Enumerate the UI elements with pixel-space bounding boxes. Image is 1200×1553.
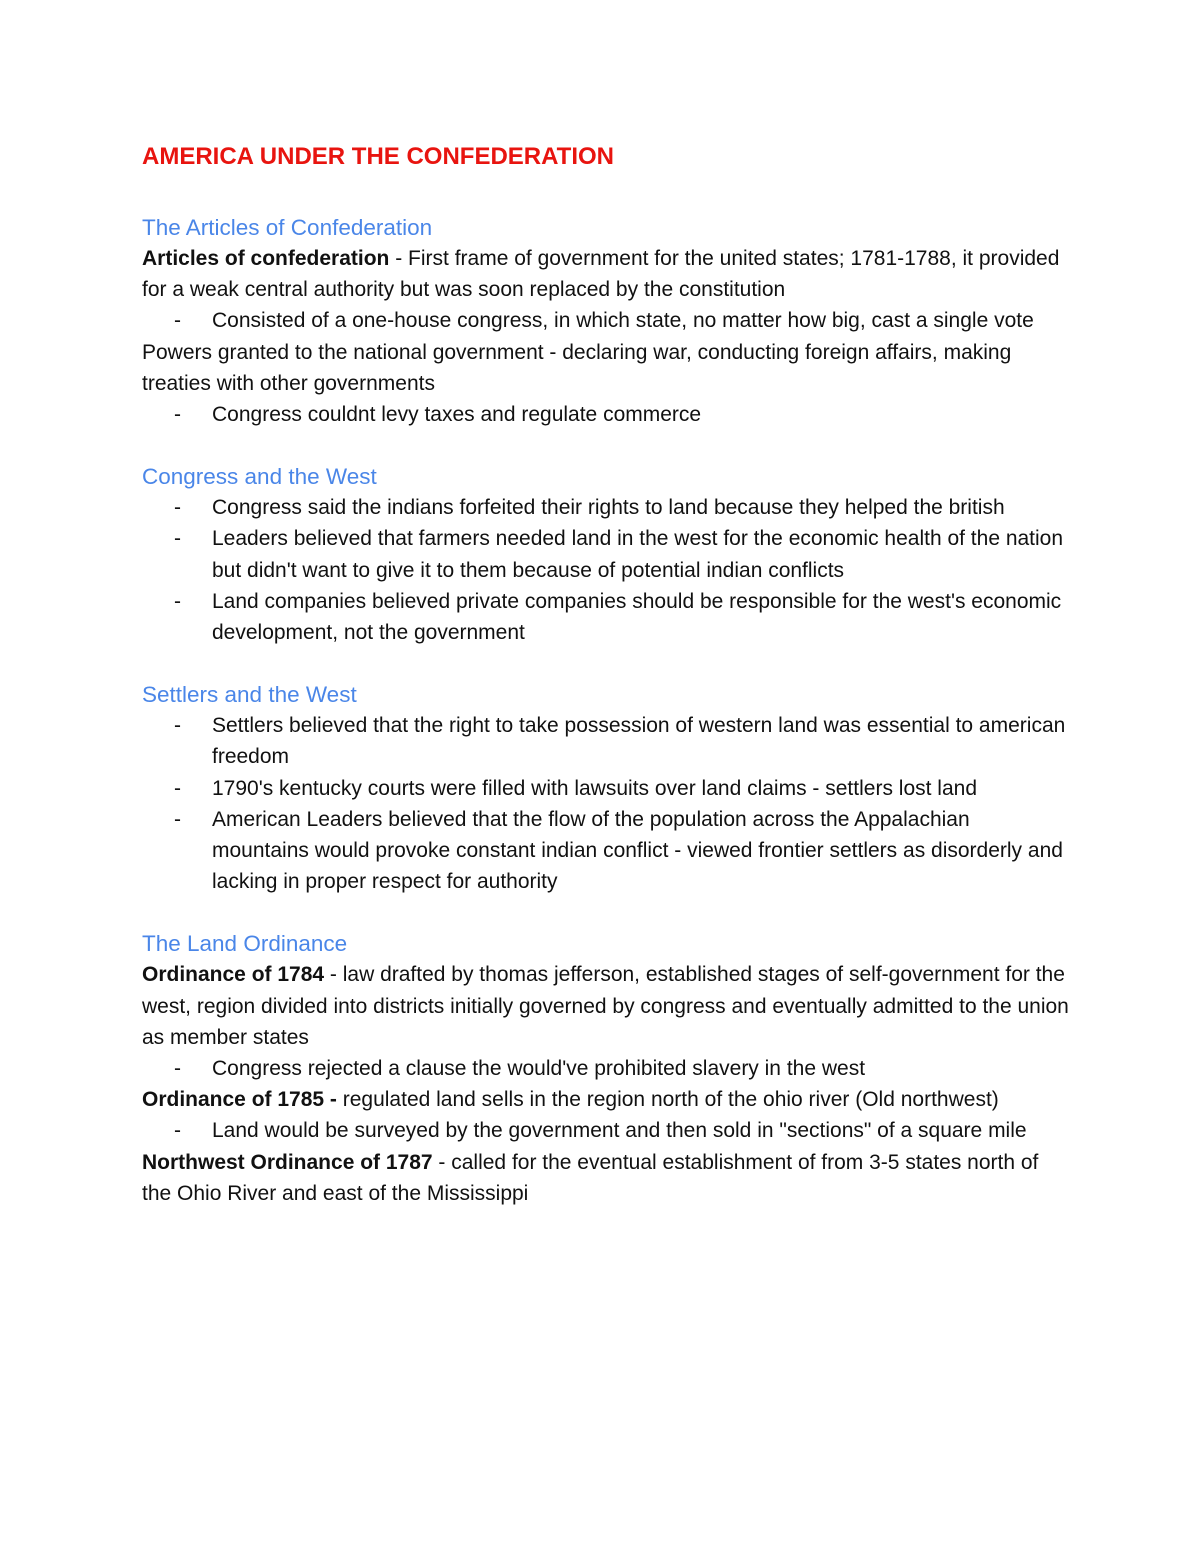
paragraph	[142, 1147, 1072, 1209]
dash-bullet: -	[174, 403, 181, 427]
section-the-land-ordinance	[142, 928, 1072, 1209]
dash-bullet: -	[174, 1057, 181, 1081]
paragraph	[142, 959, 1072, 1053]
dash-bullet: -	[174, 807, 181, 831]
bullet-list	[142, 1115, 1072, 1146]
list-item-text: Settlers believed that the right to take possession of western land was essential to american freedom	[212, 714, 1066, 769]
document-page	[142, 140, 1072, 1209]
definition: - called for the eventual establishment of from 3-5 states north of the Ohio River and east of the Mississippi	[142, 1150, 1039, 1205]
list-item-text: Congress rejected a clause the would've prohibited slavery in the west	[212, 1057, 866, 1081]
list-item	[142, 773, 1072, 804]
term: Articles of confederation	[142, 247, 390, 270]
list-item-text: American Leaders believed that the flow of the population across the Appalachian mountains would provoke constant indian conflict - viewed frontier settlers as disorderly and lacking in proper respect for authority	[212, 807, 1063, 894]
paragraph-text: Powers granted to the national government - declaring war, conducting foreign affairs, making treaties with other governments	[142, 340, 1012, 395]
section-congress-and-the-west	[142, 461, 1072, 648]
list-item	[142, 1115, 1072, 1146]
paragraph	[142, 337, 1072, 399]
list-item-text: Leaders believed that farmers needed land in the west for the economic health of the nation but didn't want to give it to them because of potential indian conflicts	[212, 527, 1064, 582]
term: Ordinance of 1785 -	[142, 1088, 337, 1112]
list-item	[142, 586, 1072, 648]
document-title: AMERICA UNDER THE CONFEDERATION	[142, 143, 614, 170]
list-item-text: Congress couldnt levy taxes and regulate commerce	[212, 403, 702, 427]
list-item	[142, 523, 1072, 585]
definition: - First frame of government for the united states; 1781-1788, it provided for a weak central authority but was soon replaced by the constitution	[142, 247, 1060, 302]
bullet-list	[142, 1053, 1072, 1084]
section-settlers-and-the-west	[142, 679, 1072, 897]
list-item	[142, 492, 1072, 523]
dash-bullet: -	[174, 776, 181, 800]
paragraph	[142, 1084, 1072, 1115]
term: Ordinance of 1784	[142, 963, 325, 987]
section-heading: The Articles of Confederation	[142, 215, 433, 240]
definition: regulated land sells in the region north of the ohio river (Old northwest)	[336, 1088, 999, 1112]
term: Northwest Ordinance of 1787	[142, 1150, 433, 1174]
bullet-list	[142, 710, 1072, 897]
section-heading: The Land Ordinance	[142, 931, 348, 957]
list-item-text: Congress said the indians forfeited their rights to land because they helped the british	[212, 496, 1005, 520]
section-heading: Settlers and the West	[142, 682, 357, 708]
list-item	[142, 710, 1072, 772]
list-item-text: Land would be surveyed by the government and then sold in "sections" of a square mile	[212, 1119, 1027, 1143]
dash-bullet: -	[174, 589, 181, 613]
dash-bullet: -	[174, 527, 181, 551]
list-item	[142, 305, 1072, 336]
section-heading: Congress and the West	[142, 464, 377, 490]
bullet-list	[142, 305, 1072, 336]
list-item	[142, 804, 1072, 898]
bullet-list	[142, 399, 1072, 430]
dash-bullet: -	[174, 1119, 181, 1143]
definition: - law drafted by thomas jefferson, established stages of self-government for the west, region divided into districts initially governed by congress and eventually admitted to the union as member states	[142, 963, 1069, 1049]
list-item-text: Consisted of a one-house congress, in which state, no matter how big, cast a single vote	[212, 309, 1034, 333]
section-articles-of-confederation	[142, 212, 1072, 430]
list-item-text: 1790's kentucky courts were filled with lawsuits over land claims - settlers lost land	[212, 776, 977, 800]
list-item-text: Land companies believed private companies should be responsible for the west's economic development, not the government	[212, 589, 1062, 645]
list-item	[142, 399, 1072, 430]
paragraph	[142, 243, 1072, 305]
bullet-list	[142, 492, 1072, 648]
dash-bullet: -	[174, 309, 181, 333]
list-item	[142, 1053, 1072, 1084]
dash-bullet: -	[174, 496, 181, 520]
dash-bullet: -	[174, 714, 181, 738]
